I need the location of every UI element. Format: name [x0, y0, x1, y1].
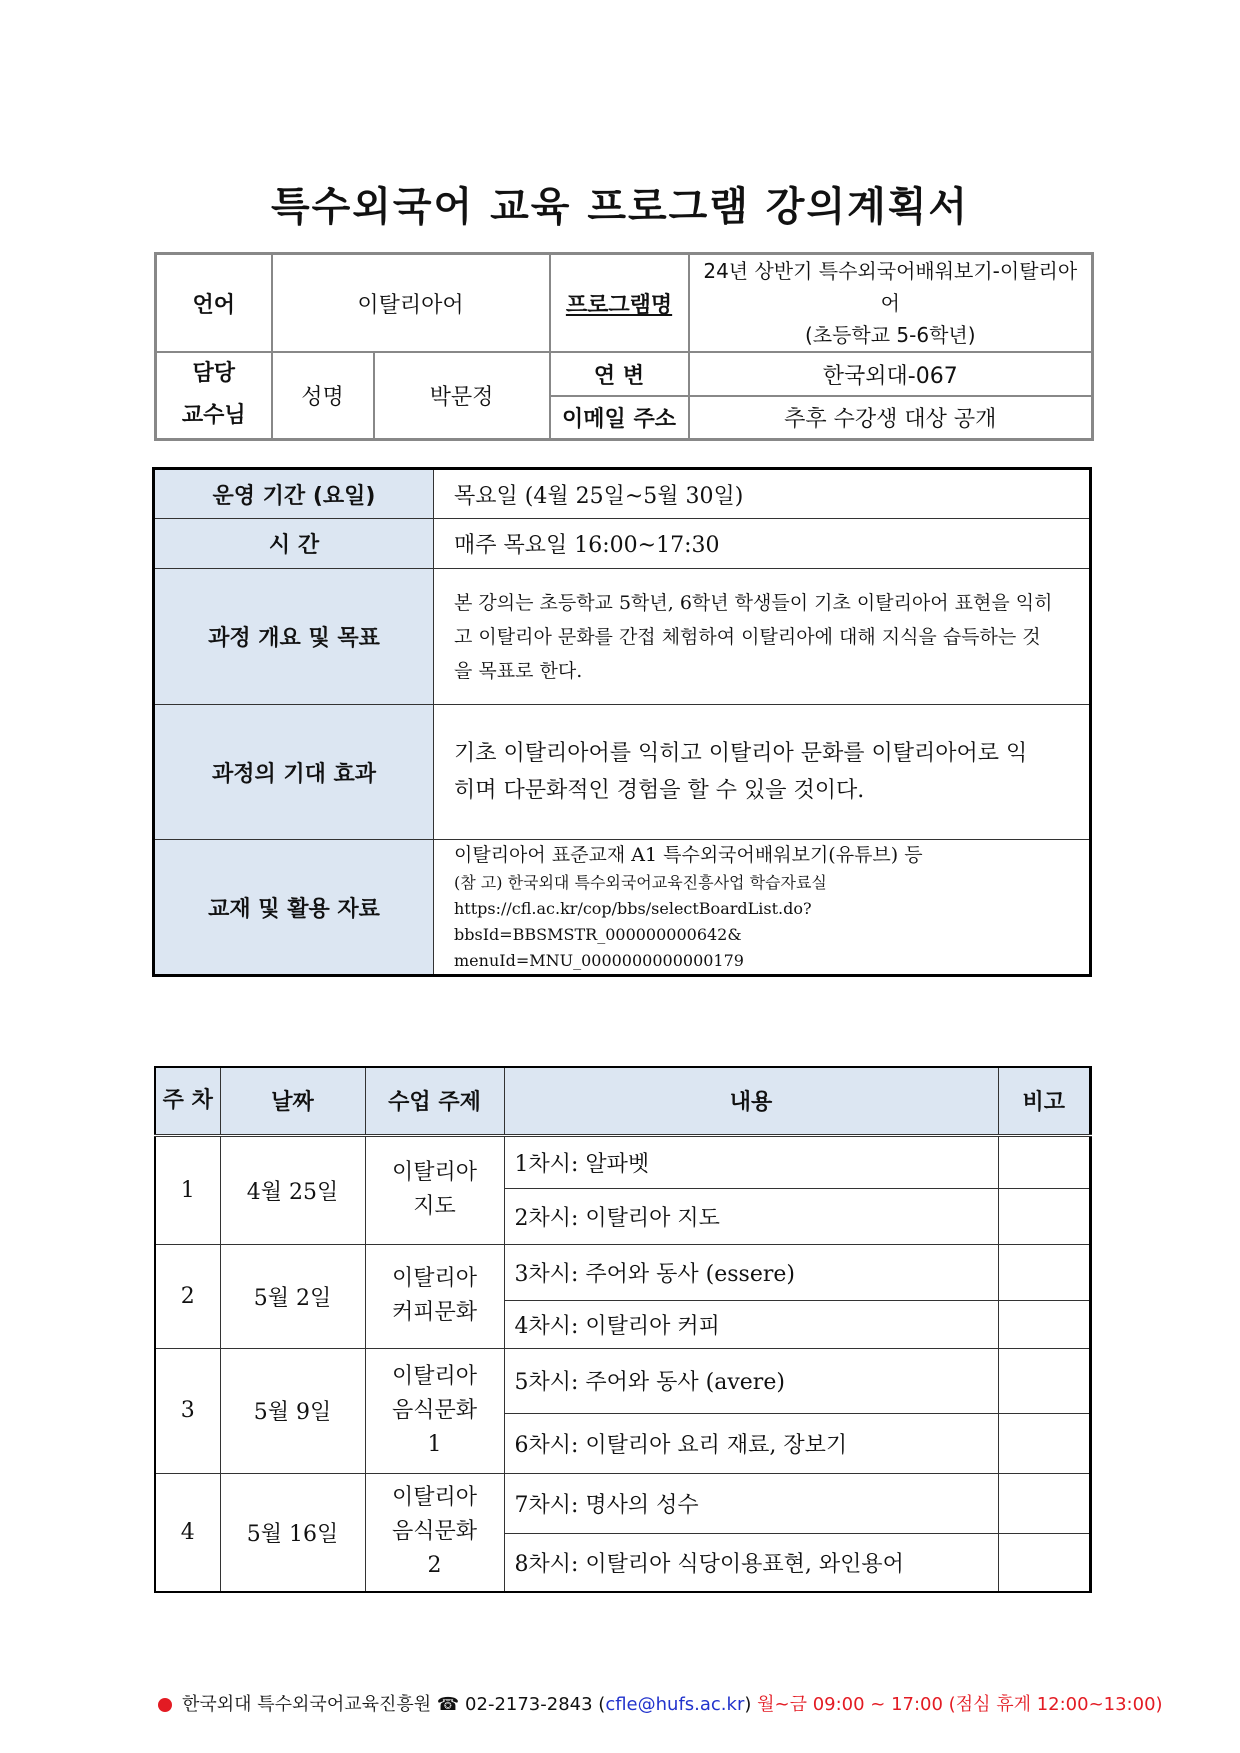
- table-row: [155, 1135, 1091, 1188]
- topic-cell: 이탈리아 음식문화 2: [365, 1473, 504, 1592]
- table-row: [155, 1348, 1091, 1413]
- note-cell: [998, 1413, 1091, 1473]
- table-row: [155, 1244, 1091, 1300]
- note-cell: [998, 1473, 1091, 1533]
- header-week: 주 차: [155, 1067, 220, 1135]
- note-cell: [998, 1135, 1091, 1188]
- topic-cell: 이탈리아 음식문화 1: [365, 1348, 504, 1473]
- footer-phone: 02-2173-2843: [465, 1694, 593, 1715]
- date-cell: 5월 9일: [220, 1348, 365, 1473]
- note-cell: [998, 1533, 1091, 1592]
- session-cell: 4차시: 이탈리아 커피: [504, 1300, 998, 1348]
- email-value: 추후 수강생 대상 공개: [689, 396, 1093, 439]
- date-cell: 5월 16일: [220, 1473, 365, 1592]
- session-cell: 8차시: 이탈리아 식당이용표현, 와인용어: [504, 1533, 998, 1592]
- materials-url-2[interactable]: menuId=MNU_0000000000000179: [454, 951, 744, 970]
- materials-url-1[interactable]: https://cfl.ac.kr/cop/bbs/selectBoardList.do?bbsId=BBSMSTR_000000000642&: [454, 899, 812, 944]
- schedule-table: [154, 1066, 1092, 1593]
- note-cell: [998, 1348, 1091, 1413]
- number-label: 연 변: [550, 352, 689, 396]
- session-cell: 6차시: 이탈리아 요리 재료, 장보기: [504, 1413, 998, 1473]
- professor-label-1: 담당: [192, 361, 235, 387]
- topic-cell: 이탈리아 지도: [365, 1135, 504, 1244]
- materials-main: 이탈리아어 표준교재 A1 특수외국어배워보기(유튜브) 등: [454, 844, 923, 866]
- note-cell: [998, 1244, 1091, 1300]
- course-overview-table: [152, 467, 1092, 977]
- phone-icon: ☎: [436, 1694, 460, 1715]
- week-cell: 4: [155, 1473, 220, 1592]
- materials-ref: (참 고) 한국외대 특수외국어교육진흥사업 학습자료실: [454, 873, 827, 892]
- period-value: 목요일 (4월 25일~5월 30일): [434, 469, 1091, 519]
- header-date: 날짜: [220, 1067, 365, 1135]
- email-label: 이메일 주소: [550, 396, 689, 439]
- session-cell: 3차시: 주어와 동사 (essere): [504, 1244, 998, 1300]
- name-value: 박문정: [374, 352, 550, 439]
- goal-value: 본 강의는 초등학교 5학년, 6학년 학생들이 기초 이탈리아어 표현을 익히고 이탈리아 문화를 간접 체험하여 이탈리아에 대해 지식을 습득하는 것 을 목표로 한다.: [434, 569, 1091, 705]
- session-cell: 7차시: 명사의 성수: [504, 1473, 998, 1533]
- date-cell: 4월 25일: [220, 1135, 365, 1244]
- week-cell: 3: [155, 1348, 220, 1473]
- number-value: 한국외대-067: [689, 352, 1093, 396]
- footer: 한국외대 특수외국어교육진흥원 ☎ 02-2173-2843 (cfle@hufs.ac.kr) 월~금 09:00 ~ 17:00 (점심 휴게 12:00~13:00): [158, 1690, 1163, 1716]
- note-cell: [998, 1300, 1091, 1348]
- bullet-icon: [158, 1698, 172, 1712]
- table-row: [155, 1473, 1091, 1533]
- header-note: 비고: [998, 1067, 1091, 1135]
- name-label: 성명: [272, 352, 374, 439]
- program-label: 프로그램명: [550, 254, 689, 353]
- topic-cell: 이탈리아 커피문화: [365, 1244, 504, 1348]
- header-topic: 수업 주제: [365, 1067, 504, 1135]
- footer-hours: 월~금 09:00 ~ 17:00 (점심 휴게 12:00~13:00): [757, 1694, 1163, 1715]
- goal-label: 과정 개요 및 목표: [154, 569, 434, 705]
- language-value: 이탈리아어: [272, 254, 550, 353]
- language-label: 언어: [156, 254, 272, 353]
- program-line-1: 24년 상반기 특수외국어배워보기-이탈리아어: [703, 259, 1078, 315]
- professor-label-2: 교수님: [181, 403, 246, 429]
- header-content: 내용: [504, 1067, 998, 1135]
- time-label: 시 간: [154, 519, 434, 569]
- session-cell: 1차시: 알파벳: [504, 1135, 998, 1188]
- note-cell: [998, 1188, 1091, 1244]
- time-value: 매주 목요일 16:00~17:30: [434, 519, 1091, 569]
- period-label: 운영 기간 (요일): [154, 469, 434, 519]
- materials-label: 교재 및 활용 자료: [154, 840, 434, 976]
- session-cell: 2차시: 이탈리아 지도: [504, 1188, 998, 1244]
- program-line-2: (초등학교 5-6학년): [804, 323, 976, 347]
- footer-org: 한국외대 특수외국어교육진흥원: [182, 1694, 432, 1715]
- session-cell: 5차시: 주어와 동사 (avere): [504, 1348, 998, 1413]
- effect-value: 기초 이탈리아어를 익히고 이탈리아 문화를 이탈리아어로 익히며 다문화적인 경험을 할 수 있을 것이다.: [434, 705, 1091, 840]
- date-cell: 5월 2일: [220, 1244, 365, 1348]
- week-cell: 2: [155, 1244, 220, 1348]
- instructor-info-table: [154, 252, 1094, 441]
- page-title: 특수외국어 교육 프로그램 강의계획서: [270, 184, 970, 230]
- footer-email-link[interactable]: cfle@hufs.ac.kr: [605, 1694, 745, 1715]
- week-cell: 1: [155, 1135, 220, 1244]
- effect-label: 과정의 기대 효과: [154, 705, 434, 840]
